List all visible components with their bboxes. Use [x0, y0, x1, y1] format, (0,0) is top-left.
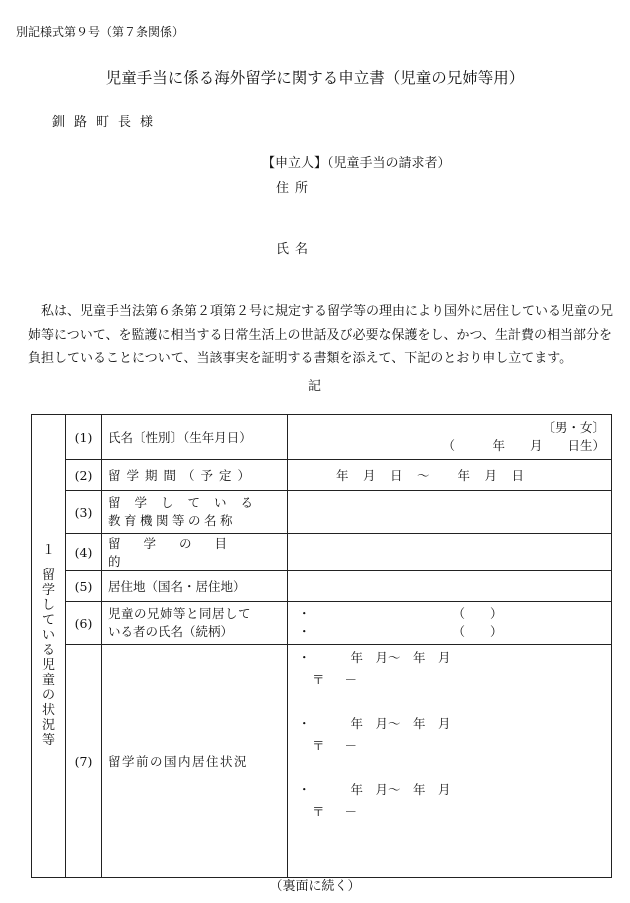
table-row-name	[32, 415, 612, 460]
form-number: 別記様式第９号（第７条関係）	[16, 25, 185, 39]
period-field[interactable]	[288, 460, 612, 491]
row-number: (7)	[66, 645, 102, 878]
row-number: (5)	[66, 571, 102, 602]
residence-entry[interactable]	[294, 647, 605, 713]
section-title-char: る	[41, 642, 55, 658]
section-title-char: い	[41, 627, 55, 643]
label-line: 留学している	[108, 495, 268, 510]
residence-entry[interactable]	[294, 713, 605, 779]
table-row-period	[32, 460, 612, 491]
name-label: 氏名	[276, 242, 315, 257]
table-row-residence	[32, 571, 612, 602]
section-title-char: し	[41, 597, 55, 613]
row-number: (3)	[66, 491, 102, 534]
purpose-field[interactable]	[288, 534, 612, 571]
row-label-name: 氏名〔性別〕（生年月日）	[102, 415, 288, 460]
relation-paren: （ ）	[452, 606, 503, 621]
row-label-institution	[102, 491, 288, 534]
residence-period: 年 月～ 年 月	[350, 782, 451, 797]
section-title	[42, 568, 55, 748]
bullet: ・	[298, 650, 311, 665]
cohabitant-entry[interactable]	[294, 606, 605, 622]
section-title-char: の	[41, 687, 55, 703]
student-info-table	[31, 414, 612, 878]
bullet: ・	[298, 716, 311, 731]
institution-field[interactable]	[288, 491, 612, 534]
section-title-char: て	[41, 612, 55, 628]
addressee: 釧路町長様	[52, 115, 163, 130]
name-value-cell[interactable]	[288, 415, 612, 460]
bullet: ・	[298, 624, 311, 639]
section-number: １	[41, 543, 55, 559]
postal-code-dash: －	[344, 672, 358, 687]
domestic-residence-field[interactable]	[288, 645, 612, 878]
section-title-char: 学	[41, 582, 55, 598]
cohabitant-entry[interactable]	[294, 624, 605, 640]
table-row-institution	[32, 491, 612, 534]
row-number: (4)	[66, 534, 102, 571]
continued-note: （裏面に続く）	[269, 879, 361, 894]
address-label: 住所	[276, 181, 315, 196]
ki-heading: 記	[308, 379, 322, 394]
postal-mark-icon: 〒	[312, 672, 325, 687]
label-line: いる者の氏名（続柄）	[108, 624, 234, 639]
cohabitant-field[interactable]	[288, 602, 612, 645]
postal-mark-icon: 〒	[312, 804, 325, 819]
residence-entries	[294, 647, 605, 845]
section-title-char: 況	[41, 717, 55, 733]
statement-body: 私は、児童手当法第６条第２項第２号に規定する留学等の理由により国外に居住している児童の兄姉等について、を監護に相当する日常生活上の世話及び必要な保護をし、かつ、生計費の相当部分を負担していることについて、当該事実を証明する書類を添えて、下記のとおり申し立てます。	[28, 304, 614, 366]
row-label-cohabitant	[102, 602, 288, 645]
residence-field[interactable]	[288, 571, 612, 602]
row-label-domestic-residence: 留学前の国内居住状況	[102, 645, 288, 878]
postal-code-dash: －	[344, 804, 358, 819]
row-number: (2)	[66, 460, 102, 491]
label-line: 教育機関等の名称	[108, 513, 237, 528]
residence-period: 年 月～ 年 月	[350, 650, 451, 665]
table-row-domestic-residence	[32, 645, 612, 878]
table-row-purpose	[32, 534, 612, 571]
row-label-purpose: 留学の目的	[102, 534, 288, 571]
table-row-cohabitant	[32, 602, 612, 645]
bullet: ・	[298, 606, 311, 621]
row-number: (1)	[66, 415, 102, 460]
gender-field[interactable]: 〔男・女〕	[542, 420, 605, 435]
section-title-char: 児	[41, 657, 55, 673]
section-title-char: 等	[41, 732, 55, 748]
postal-mark-icon: 〒	[312, 738, 325, 753]
bullet: ・	[298, 782, 311, 797]
residence-period: 年 月～ 年 月	[350, 716, 451, 731]
section-title-char: 童	[41, 672, 55, 688]
birthdate-field[interactable]: （ 年 月 日生）	[442, 438, 605, 453]
section-side-label	[32, 415, 66, 878]
label-line: 児童の兄姉等と同居して	[108, 606, 252, 621]
postal-code-dash: －	[344, 738, 358, 753]
residence-entry[interactable]	[294, 779, 605, 845]
relation-paren: （ ）	[452, 624, 503, 639]
applicant-heading: 【申立人】（児童手当の請求者）	[262, 156, 451, 171]
section-title-char: 留	[41, 567, 55, 583]
period-value: 年 月 日 ～ 年 月 日	[336, 468, 526, 483]
row-label-residence: 居住地（国名・居住地）	[102, 571, 288, 602]
document-title: 児童手当に係る海外留学に関する申立書（児童の兄姉等用）	[105, 69, 525, 87]
row-label-period: 留学期間（予定）	[102, 460, 288, 491]
row-number: (6)	[66, 602, 102, 645]
section-title-char: 状	[41, 702, 55, 718]
